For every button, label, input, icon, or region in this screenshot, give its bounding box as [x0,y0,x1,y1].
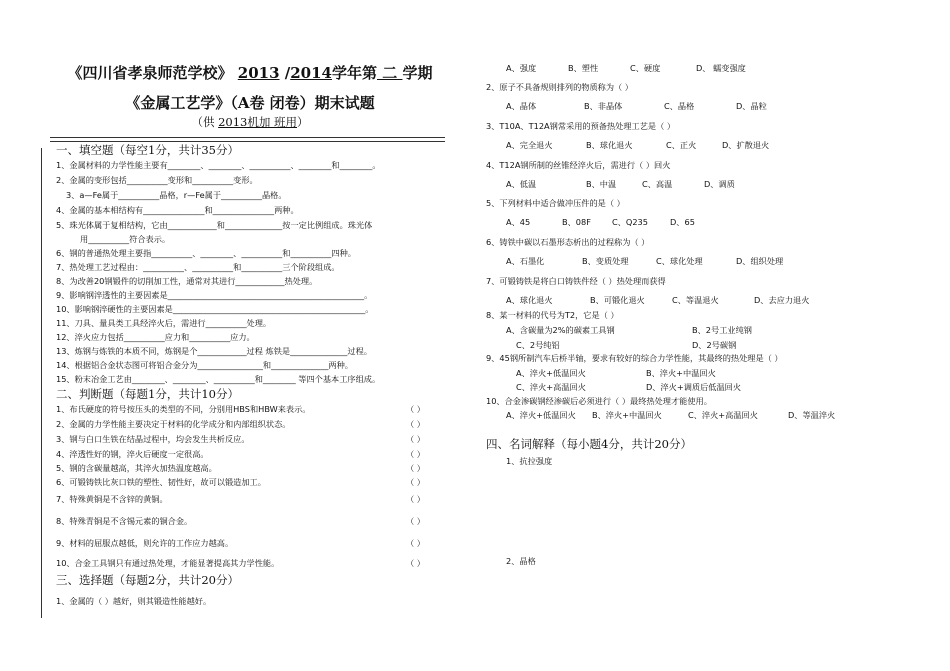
judge-heading: 二、判断题（每题1分，共计10分） [56,387,239,401]
school-name: 《四川省孝泉师范学校》 [67,64,238,82]
fill-in-item: 1、金属材料的力学性能主要有________、________、__________、________和________。 [56,160,381,170]
judge-item: 5、钢的含碳量越高，其淬火加热温度越高。 [56,463,217,473]
choice-option[interactable]: C、球化处理 [656,256,703,266]
choice-options [516,340,736,350]
choice-option[interactable]: A、球化退火 [506,295,553,305]
choice-options [506,256,783,266]
header-rule-top [50,137,445,138]
judge-answer-box[interactable]: （ ） [406,434,425,444]
choice-options [506,101,767,111]
class-suffix: ） [297,115,309,129]
judge-item: 4、淬透性好的钢，淬火后硬度一定很高。 [56,449,209,459]
choice-option[interactable]: A、完全退火 [506,140,553,150]
fill-in-item: 3、a—Fe属于__________晶格，r—Fe属于__________晶格。 [66,190,287,200]
choice-option[interactable]: C、高温 [642,179,673,189]
choice-option[interactable]: D、扩散退火 [722,140,770,150]
choice-option[interactable]: D、晶粒 [736,101,767,111]
year-start: 2013 [237,64,280,82]
fill-in-item: 2、金属的变形包括__________变形和__________变形。 [56,175,258,185]
fill-in-item: 9、影响钢淬透性的主要因素是________________________________________________。 [56,290,373,300]
choice-option[interactable]: A、淬火+低温回火 [516,368,586,378]
fill-in-item: 10、影响钢淬硬性的主要因素是_______________________________________________。 [56,304,374,314]
year-end: 2014 [290,64,332,82]
choice-question: 6、铸铁中碳以石墨形态析出的过程称为（ ） [486,237,650,247]
choice-question: 7、可锻铸铁是将白口铸铁件经（ ）热处理而获得 [486,276,666,286]
choice-question: 8、某一材料的代号为T2，它是（ ） [486,310,619,320]
choice-option[interactable]: B、球化退火 [586,140,633,150]
binding-margin-line [41,148,42,618]
choice-option[interactable]: C、淬火+高温回火 [688,410,758,420]
judge-item: 8、特殊青铜是不含锡元素的铜合金。 [56,516,193,526]
fill-in-item: 15、粉末冶金工艺由________、________、__________和________ 等四个基本工序组成。 [56,374,381,384]
choice-options [516,382,741,392]
choice-question: 2、原子不具备规则排列的物质称为（ ） [486,82,633,92]
fill-in-item: 7、热处理工艺过程由：__________、__________和__________三个阶段组成。 [56,262,340,272]
judge-item: 2、金属的力学性能主要决定于材料的化学成分和内部组织状态。 [56,419,291,429]
choice-options [516,368,716,378]
choice-option[interactable]: B、非晶体 [584,101,623,111]
term-suffix: 学期 [402,64,433,82]
term-item: 1、抗拉强度 [506,456,553,466]
choice-option[interactable]: B、淬火+中温回火 [592,410,662,420]
choice-question: 5、下列材料中适合做冲压件的是（ ） [486,198,625,208]
fill-in-heading: 一、填空题（每空1分，共计35分） [56,143,239,157]
judge-answer-box[interactable]: （ ） [406,404,425,414]
choice-question: 3、T10A、T12A钢常采用的预备热处理工艺是（ ） [486,121,676,131]
choice-question: 10、合金渗碳钢经渗碳后必须进行（ ）最终热处理才能使用。 [486,396,712,406]
fill-in-item: 12、淬火应力包括__________应力和__________应力。 [56,332,255,342]
judge-answer-box[interactable]: （ ） [406,558,425,568]
judge-item: 7、特殊黄铜是不含锌的黄铜。 [56,494,168,504]
choice-option[interactable]: D、65 [670,217,695,227]
choice-option[interactable]: C、Q235 [612,217,648,227]
choice-option[interactable]: D、淬火+调质后低温回火 [646,382,742,392]
choice-options [506,325,752,335]
choice-options [506,140,769,150]
judge-answer-box[interactable]: （ ） [406,494,425,504]
fill-in-item: 13、炼钢与炼铁的本质不同，炼钢是个____________过程 炼铁是______________过程。 [56,346,372,356]
choice-question: 1、金属的（ ）越好，则其锻造性能越好。 [56,596,212,606]
choice-heading: 三、选择题（每题2分，共计20分） [56,573,239,587]
judge-answer-box[interactable]: （ ） [406,538,425,548]
class-prefix: （供 [191,115,219,129]
choice-option[interactable]: B、2号工业纯钢 [692,325,752,335]
year-separator: / [279,64,291,82]
term-prefix: 学年第 [331,64,377,82]
choice-option[interactable]: B、淬火+中温回火 [646,368,716,378]
choice-question: 9、45钢所制汽车后桥半轴，要求有较好的综合力学性能，其最终的热处理是（ ） [486,353,783,363]
choice-options [506,179,735,189]
choice-option[interactable]: D、等温淬火 [788,410,836,420]
choice-option[interactable]: C、等温退火 [672,295,719,305]
choice-option[interactable]: B、可锻化退火 [590,295,645,305]
choice-question: 4、T12A钢所制的丝锥经淬火后，需进行（ ）回火 [486,160,671,170]
choice-option[interactable]: A、石墨化 [506,256,545,266]
fill-in-item: 14、根据铝合金状态图可将铝合金分为________________和______________两种。 [56,360,353,370]
judge-answer-box[interactable]: （ ） [406,516,425,526]
choice-option[interactable]: C、2号纯铝 [516,340,560,350]
fill-in-item-continued: 用__________符合表示。 [80,234,171,244]
choice-option[interactable]: A、强度 [506,63,537,73]
fill-in-item: 6、钢的普通热处理主要指__________、________、__________和__________四种。 [56,248,356,258]
judge-item: 6、可锻铸铁比灰口铁的塑性、韧性好，故可以锻造加工。 [56,477,266,487]
choice-option[interactable]: D、调质 [704,179,735,189]
term-item: 2、晶格 [506,556,536,566]
choice-option[interactable]: C、正火 [666,140,697,150]
terms-heading: 四、名词解释（每小题4分，共计20分） [486,437,692,451]
judge-item: 1、布氏硬度的符号按压头的类型的不同，分别用HBS和HBW来表示。 [56,404,311,414]
choice-option[interactable]: A、45 [506,217,531,227]
choice-option[interactable]: C、淬火+高温回火 [516,382,586,392]
judge-item: 10、合金工具钢只有通过热处理，才能显著提高其力学性能。 [56,558,280,568]
choice-option[interactable]: D、组织处理 [736,256,784,266]
choice-option[interactable]: B、08F [562,217,591,227]
judge-answer-box[interactable]: （ ） [406,419,425,429]
choice-option[interactable]: D、去应力退火 [754,295,810,305]
choice-options [506,217,695,227]
choice-option[interactable]: B、变质处理 [582,256,629,266]
judge-item: 9、材料的屈服点越低，则允许的工作应力越高。 [56,538,234,548]
choice-option[interactable]: A、低温 [506,179,537,189]
exam-school-title [45,62,455,83]
fill-in-item: 5、珠光体属于复相结构，它由____________和______________按一定比例组成。珠光体 [56,220,373,230]
choice-option[interactable]: B、中温 [586,179,617,189]
exam-title: 《金属工艺学》（A卷 闭卷）期末试题 [125,94,375,112]
choice-option[interactable]: A、晶体 [506,101,537,111]
choice-option[interactable]: A、淬火+低温回火 [506,410,576,420]
exam-class-line [60,114,440,130]
choice-option[interactable]: D、 蠕变强度 [696,63,746,73]
choice-option[interactable]: C、晶格 [664,101,695,111]
choice-option[interactable]: C、硬度 [630,63,661,73]
fill-in-item: 11、刀具、量具类工具经淬火后，需进行__________处理。 [56,318,272,328]
judge-item: 3、钢与白口生铁在结晶过程中，均会发生共析反应。 [56,434,250,444]
judge-answer-box[interactable]: （ ） [406,463,425,473]
fill-in-item: 8、为改善20钢锻件的切削加工性，通常对其进行____________热处理。 [56,276,318,286]
choice-option[interactable]: A、含碳量为2%的碳素工具钢 [506,325,615,335]
choice-options [506,410,835,420]
choice-options [506,63,746,73]
judge-answer-box[interactable]: （ ） [406,477,425,487]
fill-in-item: 4、金属的基本相结构有_______________和_______________两种。 [56,205,299,215]
choice-option[interactable]: D、2号碳钢 [692,340,737,350]
class-name: 2013机加 班用 [218,115,298,129]
term-number: 二 [376,64,403,82]
choice-options [506,295,809,305]
judge-answer-box[interactable]: （ ） [406,449,425,459]
choice-option[interactable]: B、塑性 [568,63,599,73]
